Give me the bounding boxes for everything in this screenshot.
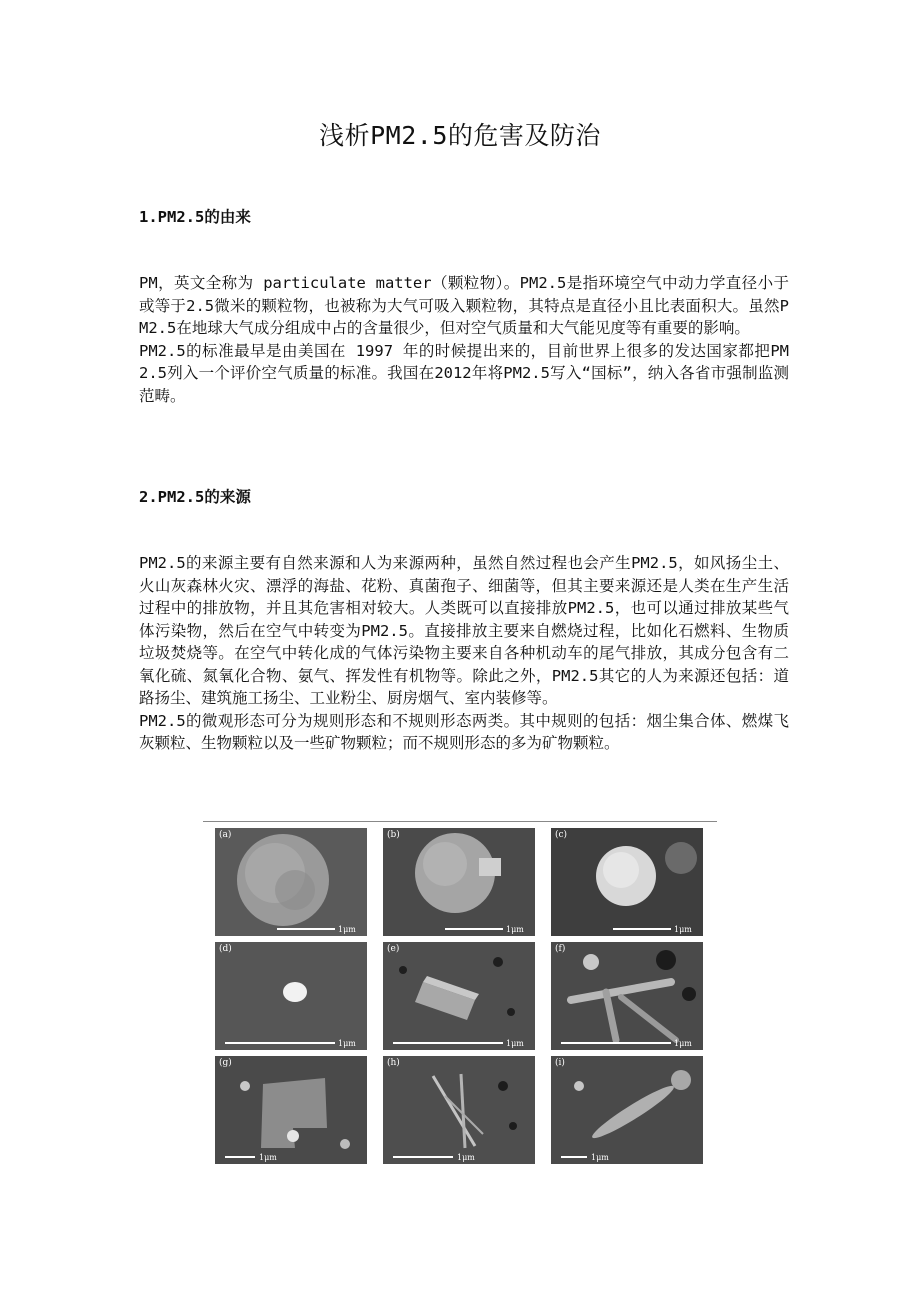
sem-micrograph-figure xyxy=(203,821,717,1167)
micrograph-panel-a xyxy=(215,828,367,936)
micrograph-panel-e xyxy=(383,942,535,1050)
scale-bar xyxy=(613,928,671,930)
paragraph: PM，英文全称为 particulate matter（颗粒物）。PM2.5是指环境空气中动力学直径小于或等于2.5微米的颗粒物，也被称为大气可吸入颗粒物，其特点是直径小且比表面积大。虽然PM2.5在地球大气成分组成中占的含量很少，但对空气质量和大气能见度等有重要的影响。 xyxy=(139,274,789,337)
scale-label: 1μm xyxy=(259,1153,277,1162)
micrograph-panel-d xyxy=(215,942,367,1050)
scale-bar xyxy=(277,928,335,930)
scale-label: 1μm xyxy=(591,1153,609,1162)
scale-label: 1μm xyxy=(338,925,356,934)
section-heading-2: 2.PM2.5的来源 xyxy=(139,488,251,506)
scale-bar xyxy=(225,1156,255,1158)
scale-bar xyxy=(561,1156,587,1158)
micrograph-panel-f xyxy=(551,942,703,1050)
fly-ash-sphere-image xyxy=(383,828,535,936)
panel-label: (b) xyxy=(387,830,400,840)
scale-label: 1μm xyxy=(457,1153,475,1162)
rod-crystals-image xyxy=(551,942,703,1050)
scale-label: 1μm xyxy=(338,1039,356,1048)
scale-bar xyxy=(445,928,503,930)
scale-label: 1μm xyxy=(674,1039,692,1048)
scale-bar xyxy=(393,1156,453,1158)
mineral-block-image xyxy=(383,942,535,1050)
scale-bar xyxy=(393,1042,503,1044)
document-title: 浅析PM2.5的危害及防治 xyxy=(319,121,601,150)
soot-aggregate-image xyxy=(215,828,367,936)
bio-particle-image xyxy=(551,828,703,936)
paragraph: PM2.5的来源主要有自然来源和人为来源两种，虽然自然过程也会产生PM2.5，如风扬尘土、火山灰森林火灾、漂浮的海盐、花粉、真菌孢子、细菌等，但其主要来源还是人类在生产生活过程中的排放物，并且其危害相对较大。人类既可以直接排放PM2.5，也可以通过排放某些气体污染物，然后在空气中转变为PM2.5。直接排放主要来自燃烧过程，比如化石燃料、生物质垃圾焚烧等。在空气中转化成的气体污染物主要来自各种机动车的尾气排放，其成分包含有二氧化硫、氮氧化合物、氨气、挥发性有机物等。除此之外，PM2.5其它的人为来源还包括：道路扬尘、建筑施工扬尘、工业粉尘、厨房烟气、室内装修等。 xyxy=(139,554,789,707)
panel-label: (i) xyxy=(555,1058,565,1068)
micrograph-panel-b xyxy=(383,828,535,936)
panel-label: (d) xyxy=(219,944,232,954)
paragraph: PM2.5的微观形态可分为规则形态和不规则形态两类。其中规则的包括：烟尘集合体、燃煤飞灰颗粒、生物颗粒以及一些矿物颗粒；而不规则形态的多为矿物颗粒。 xyxy=(139,711,789,752)
scale-label: 1μm xyxy=(674,925,692,934)
micrograph-panel-h xyxy=(383,1056,535,1164)
panel-label: (f) xyxy=(555,944,566,954)
section-body-1 xyxy=(139,272,789,407)
micrograph-panel-g xyxy=(215,1056,367,1164)
panel-label: (c) xyxy=(555,830,568,840)
panel-label: (g) xyxy=(219,1058,232,1068)
needle-crystals-image xyxy=(383,1056,535,1164)
spindle-particle-image xyxy=(551,1056,703,1164)
scale-label: 1μm xyxy=(506,925,524,934)
section-heading-1: 1.PM2.5的由来 xyxy=(139,208,251,226)
scale-bar xyxy=(225,1042,335,1044)
paragraph: PM2.5的标准最早是由美国在 1997 年的时候提出来的，目前世界上很多的发达国家都把PM2.5列入一个评价空气质量的标准。我国在2012年将PM2.5写入“国标”，纳入各省市强制监测范畴。 xyxy=(139,341,789,405)
panel-label: (h) xyxy=(387,1058,400,1068)
scale-bar xyxy=(561,1042,671,1044)
scale-label: 1μm xyxy=(506,1039,524,1048)
panel-label: (a) xyxy=(219,830,232,840)
panel-label: (e) xyxy=(387,944,400,954)
small-particle-image xyxy=(215,942,367,1050)
irregular-plate-image xyxy=(215,1056,367,1164)
micrograph-panel-c xyxy=(551,828,703,936)
section-body-2 xyxy=(139,552,789,755)
micrograph-panel-i xyxy=(551,1056,703,1164)
